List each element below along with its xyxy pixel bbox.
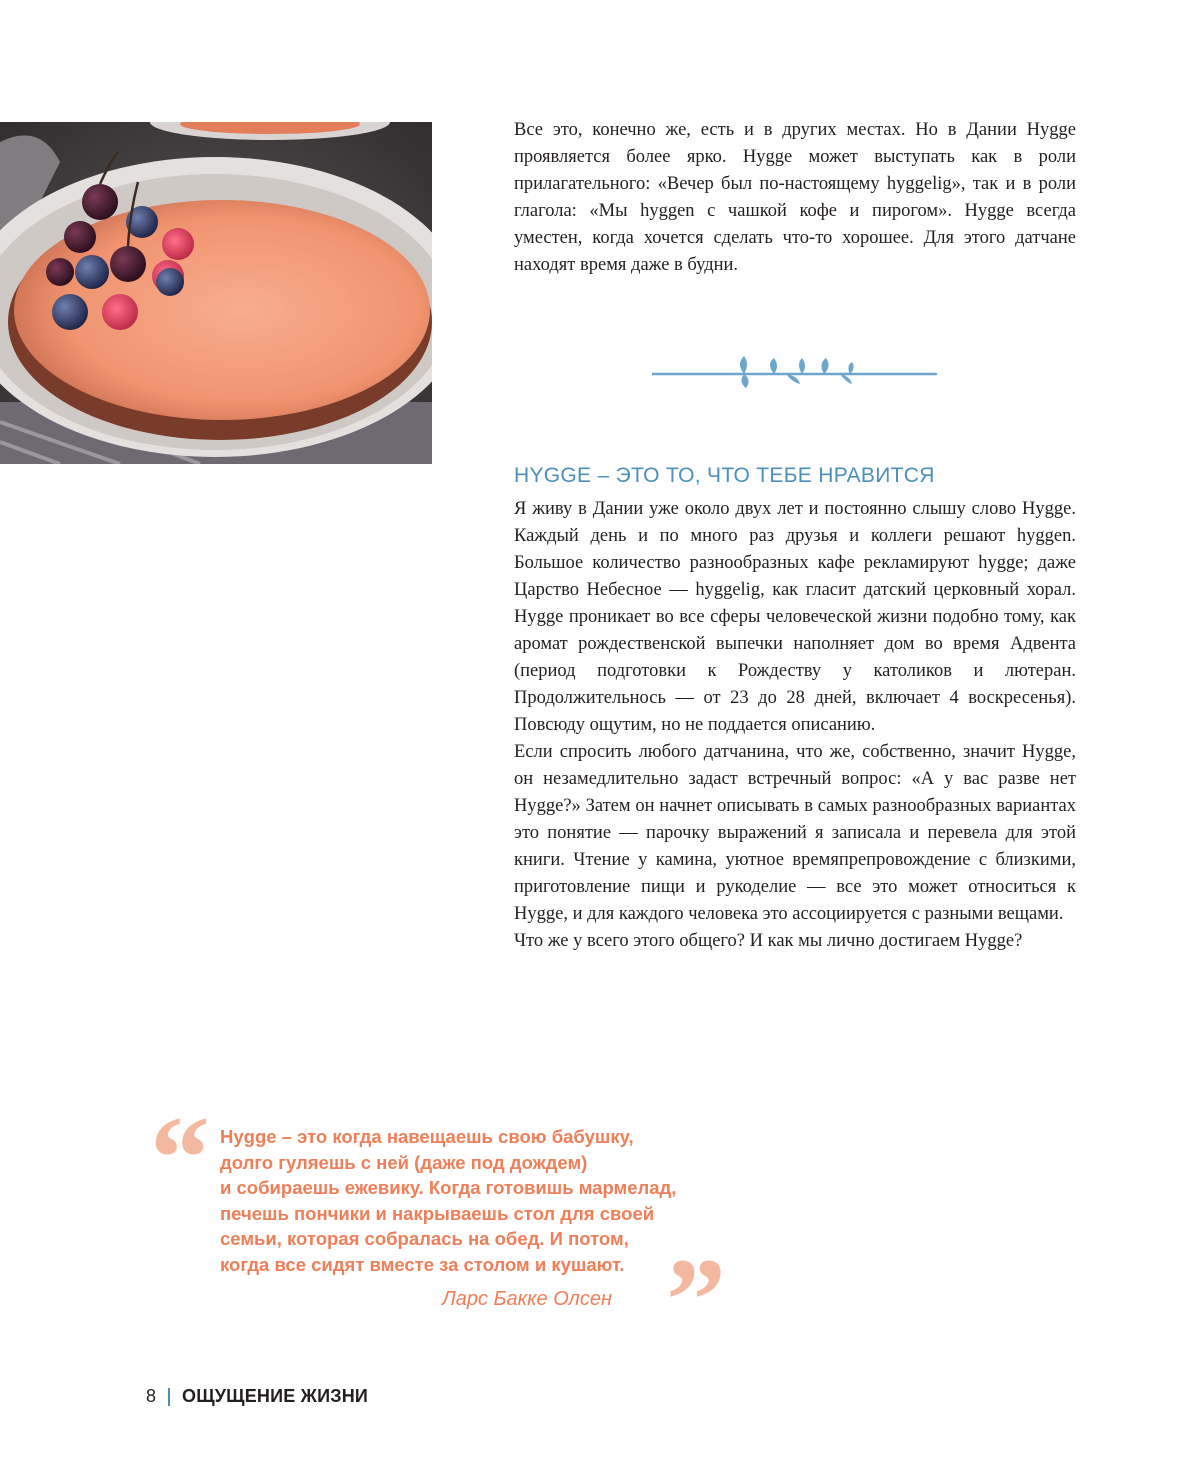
pull-quote [220, 1124, 740, 1277]
intro-paragraph: Все это, конечно же, есть и в других местах. Но в Дании Hygge проявляется более ярко. Hygge может выступать как в роли прилагательного: «Вечер был по-настоящему hyggelig», так и в роли глагола: «Мы hyggen с чашкой кофе и пирогом». Hygge всегда уместен, когда хочется сделать что-то хорошее. Для этого датчане находят время даже в будни. [514, 120, 1076, 275]
quote-line: семьи, которая собралась на обед. И потом, [220, 1228, 629, 1249]
quote-line: Hygge – это когда навещаешь свою бабушку, [220, 1126, 634, 1147]
body-paragraph: Что же у всего этого общего? И как мы лично достигаем Hygge? [514, 931, 1023, 951]
footer-separator [168, 1388, 170, 1406]
page-number: 8 [146, 1386, 157, 1406]
section-heading: HYGGE – ЭТО ТО, ЧТО ТЕБЕ НРАВИТСЯ [514, 464, 935, 487]
quote-close-mark: ” [666, 1233, 726, 1366]
quote-line: и собираешь ежевику. Когда готовишь мармелад, [220, 1177, 677, 1198]
intro-text [514, 117, 1076, 279]
section-body [514, 496, 1076, 955]
leaf-divider [652, 352, 938, 392]
quote-open-mark: “ [150, 1091, 210, 1224]
footer-section-title: ОЩУЩЕНИЕ ЖИЗНИ [182, 1386, 369, 1406]
quote-line: долго гуляешь с ней (даже под дождем) [220, 1151, 588, 1173]
quote-author: Ларс Бакке Олсен [442, 1288, 612, 1310]
pancake-image [0, 122, 432, 464]
body-paragraph: Если спросить любого датчанина, что же, собственно, значит Hygge, он незамедлительно задаст встречный вопрос: «А у вас разве нет Hygge?» Затем он начнет описывать в самых разнообразных вариантах это понятие — парочку выражений я записала и перевела для этой книги. Чтение у камина, уютное времяпрепровождение с близкими, приготовление пищи и рукоделие — все это может относиться к Hygge, и для каждого человека это ассоциируется с разными вещами. [514, 742, 1076, 924]
page-footer [146, 1386, 368, 1407]
pancake-photo [0, 122, 432, 464]
quote-line: печешь пончики и накрываешь стол для своей [220, 1202, 655, 1224]
quote-line: когда все сидят вместе за столом и кушают. [220, 1253, 625, 1275]
body-paragraph: Я живу в Дании уже около двух лет и постоянно слышу слово Hygge. Каждый день и по много раз друзья и коллеги решают hyggen. Большое количество разнообразных кафе рекламируют hygge; даже Царство Небесное — hyggelig, как гласит датский церковный хорал. Hygge проникает во все сферы человеческой жизни подобно тому, как аромат рождественской выпечки наполняет дом во время Адвента (период подготовки к Рождеству у католиков и лютеран. Продолжительнось — от 23 до 28 дней, включает 4 воскресенья). Повсюду ощутим, но не поддается описанию. [514, 499, 1076, 735]
